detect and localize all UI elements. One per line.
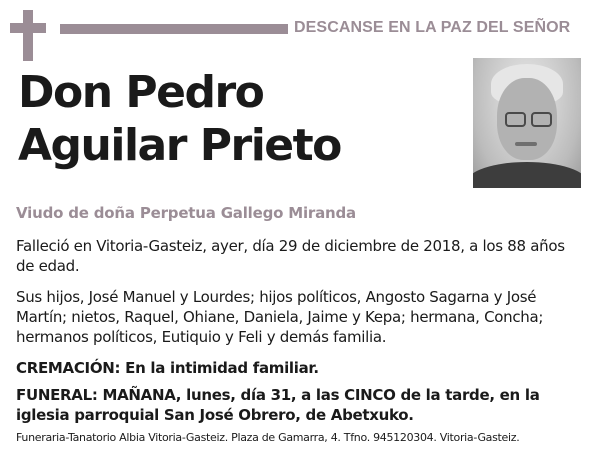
cross-horizontal-bar bbox=[10, 23, 46, 33]
photo-glasses-right bbox=[531, 112, 552, 127]
widow-line: Viudo de doña Perpetua Gallego Miranda bbox=[16, 204, 356, 222]
cross-vertical-bar bbox=[23, 10, 33, 61]
deceased-name-line2: Aguilar Prieto bbox=[18, 120, 341, 171]
photo-mouth bbox=[515, 142, 537, 146]
deceased-name-line1: Don Pedro bbox=[18, 67, 264, 118]
portrait-photo bbox=[473, 58, 581, 188]
family-list: Sus hijos, José Manuel y Lourdes; hijos políticos, Angosto Sagarna y José Martín; nietos, Raquel, Ohiane, Daniela, Jaime y Kepa; hermana, Concha; hermanos políticos, Eutiquio y Feli y demás familia. bbox=[16, 288, 544, 346]
photo-shoulders bbox=[473, 162, 581, 188]
deceased-name bbox=[18, 66, 341, 172]
death-notice: Falleció en Vitoria-Gasteiz, ayer, día 29 de diciembre de 2018, a los 88 años de edad. bbox=[16, 237, 565, 275]
funeral-notice: FUNERAL: MAÑANA, lunes, día 31, a las CINCO de la tarde, en la iglesia parroquial San José Obrero, de Abetxuko. bbox=[16, 386, 540, 424]
funeral-home-footer: Funeraria-Tanatorio Albia Vitoria-Gasteiz. Plaza de Gamarra, 4. Tfno. 945120304. Vitoria-Gasteiz. bbox=[16, 431, 520, 444]
header-slogan: DESCANSE EN LA PAZ DEL SEÑOR bbox=[294, 19, 571, 36]
header-divider-bar bbox=[60, 24, 288, 34]
photo-glasses-left bbox=[505, 112, 526, 127]
cremation-notice: CREMACIÓN: En la intimidad familiar. bbox=[16, 359, 319, 377]
